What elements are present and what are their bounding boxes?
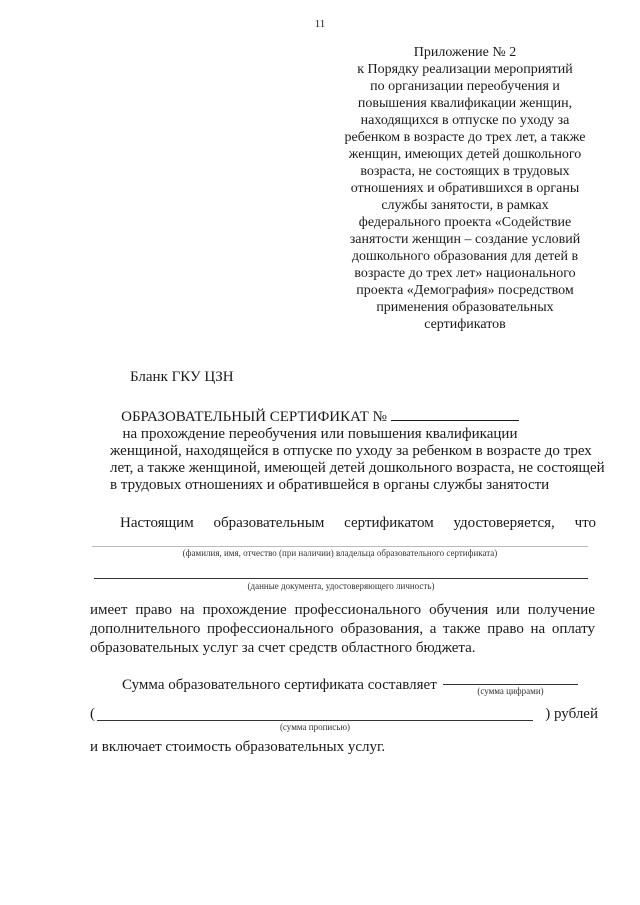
sum-digits-field-line (443, 684, 578, 685)
sum-label: Сумма образовательного сертификата составляет (122, 677, 437, 693)
rights-word: обучения (429, 602, 489, 618)
page-number: 11 (314, 18, 326, 30)
appendix-line: федерального проекта «Содействие (358, 215, 572, 230)
sum-words-field-line (97, 720, 533, 721)
intro-line (120, 515, 596, 532)
document-caption: (данные документа, удостоверяющего личность) (247, 581, 435, 591)
rights-word: образования, (340, 621, 424, 637)
rights-word: прохождение (202, 602, 287, 618)
appendix-line: дошкольного образования для детей в (351, 249, 579, 264)
certificate-subtitle-line: женщиной, находящейся в отпуске по уходу за ребенком в возрасте до трех (110, 443, 592, 459)
rights-word: профессионального (294, 602, 422, 618)
sum-words-caption: (сумма прописью) (279, 722, 351, 732)
includes-text: и включает стоимость образовательных услуг. (90, 739, 386, 755)
appendix-line: ребенком в возрасте до трех лет, а также (344, 130, 586, 145)
appendix-line: проекта «Демография» посредством (356, 283, 574, 298)
rights-line (90, 601, 595, 620)
full-name-caption: (фамилия, имя, отчество (при наличии) владельца образовательного сертификата) (182, 548, 498, 558)
appendix-line: возрасте до трех лет» национального (354, 266, 576, 281)
appendix-line: сертификатов (424, 317, 506, 332)
intro-word: Настоящим (120, 515, 194, 531)
appendix-line: по организации переобучения и (370, 79, 560, 94)
rights-line (90, 620, 595, 639)
certificate-subtitle-line: лет, а также женщиной, имеющей детей дошкольного возраста, не состоящей (110, 460, 605, 476)
certificate-subtitle-line: на прохождение переобучения или повышения квалификации (122, 426, 518, 442)
appendix-line: отношениях и обратившихся в органы (350, 181, 580, 196)
rights-word: имеет (90, 602, 128, 618)
appendix-line: Приложение № 2 (413, 45, 517, 60)
appendix-line: службы занятости, в рамках (381, 198, 549, 213)
rights-paragraph (90, 601, 595, 658)
appendix-line: находящихся в отпуске по уходу за (360, 113, 570, 128)
rights-word: профессионального (207, 621, 334, 637)
paren-open: ( (90, 706, 95, 722)
certificate-number-blank (391, 408, 519, 421)
rights-word: на (530, 621, 546, 637)
intro-word: удостоверяется, (453, 515, 555, 531)
certificate-title-line (110, 408, 530, 426)
rights-word: а (429, 621, 437, 637)
sum-digits-caption: (сумма цифрами) (477, 686, 544, 696)
rights-word: дополнительного (90, 621, 201, 637)
appendix-line: повышения квалификации женщин, (357, 96, 573, 111)
certificate-subtitle-line: в трудовых отношениях и обратившейся в органы службы занятости (110, 477, 550, 493)
rights-word: право (487, 621, 524, 637)
certificate-title: ОБРАЗОВАТЕЛЬНЫЙ СЕРТИФИКАТ № (121, 409, 387, 425)
appendix-block (330, 44, 600, 333)
form-label: Бланк ГКУ ЦЗН (130, 369, 234, 385)
appendix-line: к Порядку реализации мероприятий (357, 62, 573, 77)
appendix-line: возраста, не состоящих в трудовых (360, 164, 570, 179)
rights-word: на (179, 602, 195, 618)
rights-word: также (443, 621, 481, 637)
intro-word: сертификатом (344, 515, 434, 531)
document-field-line (94, 578, 588, 579)
rights-word: или (496, 602, 520, 618)
rights-word: оплату (551, 621, 595, 637)
appendix-line: женщин, имеющих детей дошкольного (348, 147, 582, 162)
certificate-heading (110, 408, 605, 494)
intro-word: что (574, 515, 596, 531)
appendix-line: применения образовательных (376, 300, 554, 315)
appendix-line: занятости женщин – создание условий (349, 232, 581, 247)
rights-word: получение (527, 602, 595, 618)
rights-line: образовательных услуг за счет средств областного бюджета. (90, 640, 476, 656)
rubles-label: ) рублей (545, 706, 598, 722)
full-name-field-line (92, 546, 588, 547)
intro-word: образовательным (213, 515, 325, 531)
rights-word: право (135, 602, 172, 618)
